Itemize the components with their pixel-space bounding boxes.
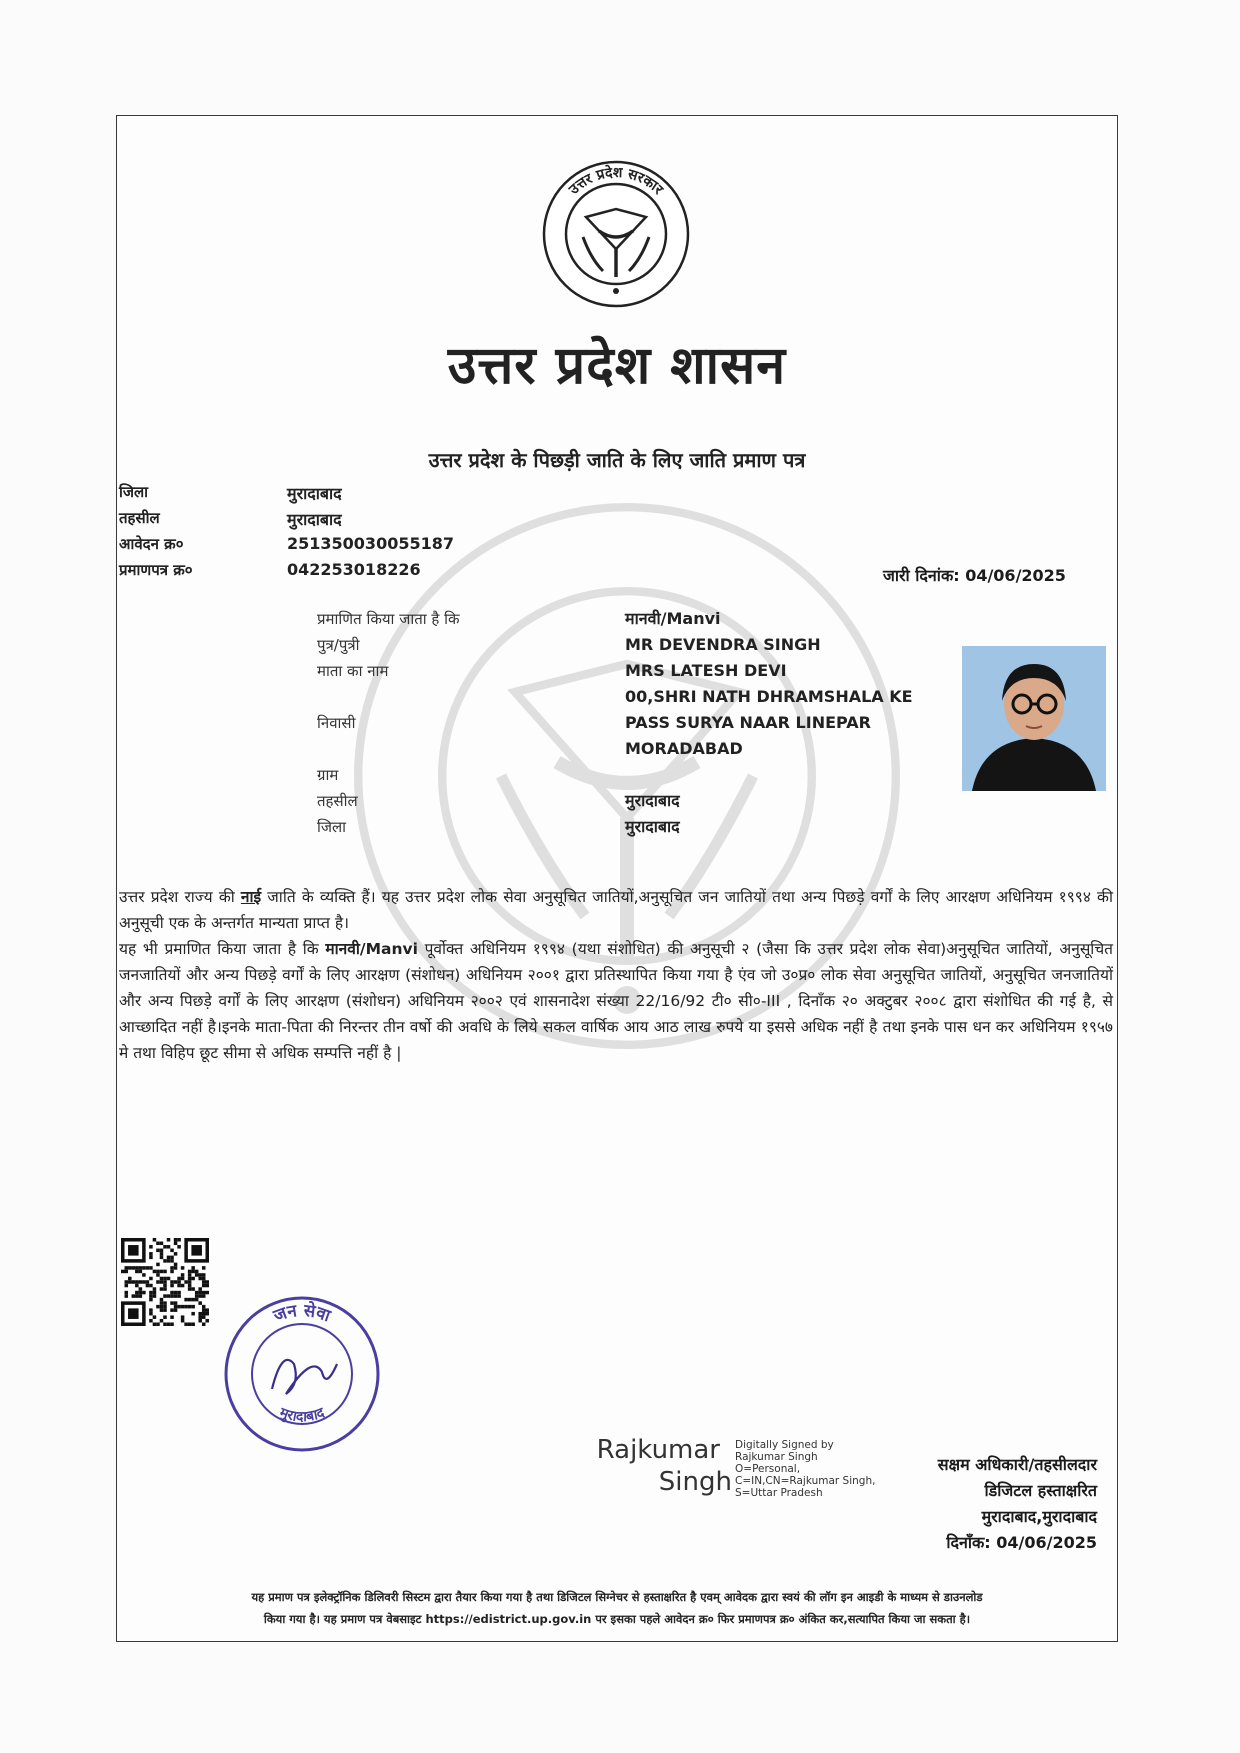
district-value: मुरादाबाद xyxy=(287,484,342,503)
relation-label: पुत्र/पुत्री xyxy=(317,636,360,654)
up-government-emblem-icon xyxy=(541,159,691,309)
district-row-label: जिला xyxy=(317,818,347,836)
page-title: उत्तर प्रदेश शासन xyxy=(447,336,787,396)
svg-text:मुरादाबाद xyxy=(276,1405,327,1426)
officer-signed: डिजिटल हस्ताक्षरित xyxy=(984,1481,1097,1500)
person-name-inline: मानवी/Manvi xyxy=(325,940,418,958)
district-row-value: मुरादाबाद xyxy=(625,817,680,836)
address-line-3: MORADABAD xyxy=(625,739,743,758)
mother-label: माता का नाम xyxy=(317,662,389,680)
application-number-label: आवेदन क्र० xyxy=(119,535,184,553)
stamp-top-text: जन सेवा xyxy=(270,1300,333,1327)
qr-code xyxy=(121,1238,209,1326)
certify-label: प्रमाणित किया जाता है कि xyxy=(317,610,460,628)
digital-signature-details: Digitally Signed by Rajkumar Singh O=Personal, C=IN,CN=Rajkumar Singh, S=Uttar Pradesh xyxy=(735,1439,876,1499)
address-line-1: 00,SHRI NATH DHRAMSHALA KE xyxy=(625,687,913,706)
tehsil-label: तहसील xyxy=(119,509,160,527)
issue-date: जारी दिनांक: 04/06/2025 xyxy=(883,566,1066,585)
caste-statement: उत्तर प्रदेश राज्य की नाई जाति के व्यक्ति हैं। यह उत्तर प्रदेश लोक सेवा अनुसूचित जातियों,अनुसूचित जन जातियों तथा अन्य पिछड़े वर्गों के लिए आरक्षण अधिनियम १९९४ की अनुसूची एक के अन्तर्गत मान्यता प्राप्त है। xyxy=(119,888,1113,932)
person-name: मानवी/Manvi xyxy=(625,609,721,628)
officer-block xyxy=(837,1452,1097,1556)
district-label: जिला xyxy=(119,483,149,501)
officer-date: दिनाँक: 04/06/2025 xyxy=(946,1533,1097,1552)
certificate-sheet xyxy=(116,115,1118,1642)
tehsil-value: मुरादाबाद xyxy=(287,510,342,529)
tehsil-row-label: तहसील xyxy=(317,792,358,810)
applicant-photo xyxy=(962,646,1106,791)
mother-name: MRS LATESH DEVI xyxy=(625,661,787,680)
certificate-subtitle: उत्तर प्रदेश के पिछड़ी जाति के लिए जाति प्रमाण पत्र xyxy=(428,448,806,472)
jan-seva-stamp xyxy=(222,1294,382,1454)
application-number-value: 251350030055187 xyxy=(287,534,454,553)
address-label: निवासी xyxy=(317,714,356,732)
signer-name: Rajkumar Singh xyxy=(596,1435,732,1497)
address-line-2: PASS SURYA NAAR LINEPAR xyxy=(625,713,871,732)
officer-place: मुरादाबाद,मुरादाबाद xyxy=(981,1507,1097,1526)
officer-designation: सक्षम अधिकारी/तहसीलदार xyxy=(937,1455,1097,1474)
emblem-text: उत्तर प्रदेश सरकार xyxy=(566,164,666,198)
certificate-number-value: 042253018226 xyxy=(287,560,421,579)
stamp-bottom-text: मुरादाबाद xyxy=(277,1404,327,1426)
svg-text:जन सेवा xyxy=(270,1300,333,1327)
village-label: ग्राम xyxy=(317,766,339,784)
certificate-number-label: प्रमाणपत्र क्र० xyxy=(119,561,193,579)
caste-name: नाई xyxy=(240,888,262,906)
tehsil-row-value: मुरादाबाद xyxy=(625,791,680,810)
father-name: MR DEVENDRA SINGH xyxy=(625,635,821,654)
certification-statement: यह भी प्रमाणित किया जाता है कि मानवी/Manvi पूर्वोक्त अधिनियम १९९४ (यथा संशोधित) की अनुसूची २ (जैसा कि उत्तर प्रदेश लोक सेवा)अनुसूचित जातियों, अनुसूचित जनजातियों और अन्य पिछड़े वर्गों के लिए आरक्षण (संशोधन) अधिनियम २००१ द्वारा प्रतिस्थापित किया गया है एंव जो उ०प्र० लोक सेवा अनुसूचित जातियों, अनुसूचित जनजातियों और अन्य पिछड़े वर्गों के लिए आरक्षण (संशोधन) अधिनियम २००२ एवं शासनादेश संख्या 22/16/92 टी० सी०-III , दिनाँक २० अक्टुबर २००८ द्वारा संशोधित की गई है, से आच्छादित नहीं है।इनके माता-पिता की निरन्तर तीन वर्षो की अवधि के लिये सकल वार्षिक आय आठ लाख रुपये या इससे अधिक नहीं है तथा इनके पास धन कर अधिनियम १९५७ मे तथा विहिप छूट सीमा से अधिक सम्पत्ति नहीं है | xyxy=(119,940,1113,1062)
footer-note: यह प्रमाण पत्र इलेक्ट्रॉनिक डिलिवरी सिस्टम द्वारा तैयार किया गया है तथा डिजिटल सिग्नेचर से हस्ताक्षरित है एवम् आवेदक द्वारा स्वयं की लॉग इन आइडी के माध्यम से डाउनलोड किया गया है। यह प्रमाण पत्र वेबसाइट https://edistrict.up.gov.in पर इसका पहले आवेदन क्र० फिर प्रमाणपत्र क्र० अंकित कर,सत्यापित किया जा सकता है। xyxy=(251,1590,983,1626)
